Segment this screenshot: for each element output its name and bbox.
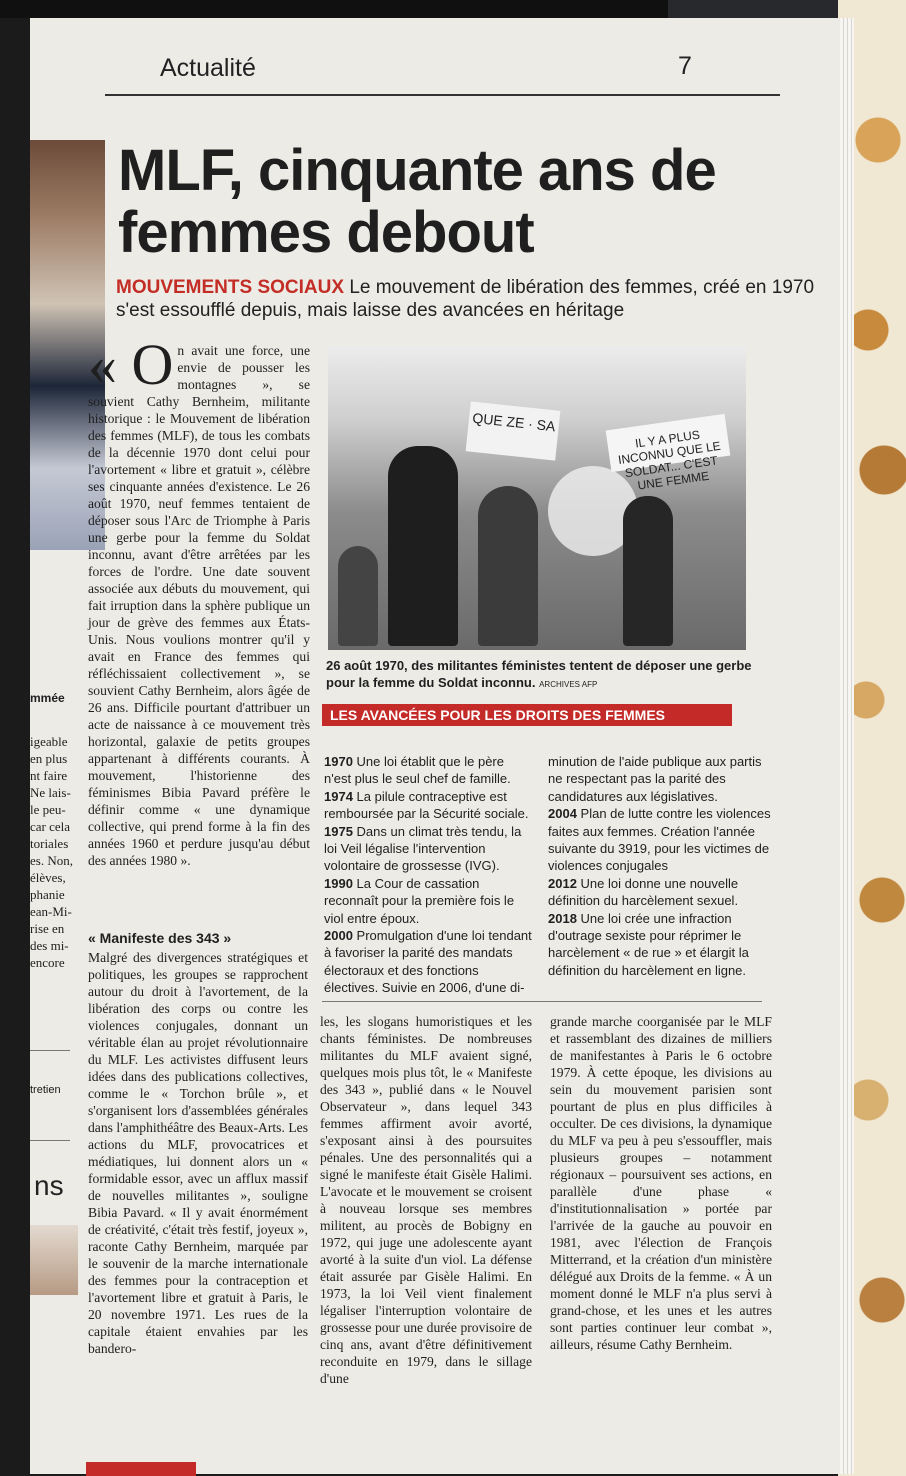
photo-banner-right: IL Y A PLUS INCONNU QUE LE SOLDAT... C'EST UNE FEMME bbox=[606, 414, 731, 472]
article-column-3: les, les slogans humoristiques et les chants féministes. De nombreuses militantes du MLF avaient signé, quelques mois plus tôt, le « Manifeste des 343 », publié dans « le Nouvel Observateur », dans lequel 343 femmes affirment avoir avorté, s'exposant ainsi à des poursuites pénales. Une des personnalités qui a signé le manifeste était Gisèle Halimi. L'avocate et le mouvement se croisent à nouveau lorsque ses membres militent, au procès de Bobigny en 1972, qui juge une adolescente ayant avorté à la suite d'un viol. La défense était assurée par Gisèle Halimi. En 1973, la loi Veil vient finalement légaliser l'interruption volontaire de grossesse pour une durée provisoire de cinq ans, avant d'être définitivement reconduite en 1979, dans le sillage d'une bbox=[320, 1014, 532, 1386]
timeline-year: 2012 bbox=[548, 875, 577, 891]
photo-figure bbox=[388, 446, 458, 646]
article-standfirst bbox=[116, 276, 836, 322]
timeline-entry bbox=[548, 875, 774, 910]
fragment-photo bbox=[30, 1225, 78, 1295]
photo-figure bbox=[478, 486, 538, 646]
timeline-text: Une loi établit que le père n'est plus le seul chef de famille. bbox=[324, 754, 511, 787]
timeline-continuation: minution de l'aide publique aux partis ne respectant pas la parité des candidatures aux législatives. bbox=[548, 754, 762, 804]
adjacent-article-fragment bbox=[30, 690, 80, 971]
photo-figure bbox=[623, 496, 673, 646]
timeline-entry bbox=[324, 753, 532, 788]
fragment-entretien: tretien bbox=[30, 1084, 61, 1096]
article-column-1 bbox=[88, 332, 310, 869]
timeline-text: La Cour de cassation reconnaît pour la première fois le viol entre époux. bbox=[324, 875, 515, 926]
timeline-year: 2004 bbox=[548, 806, 577, 822]
timeline-column-left bbox=[324, 753, 532, 997]
fragment-label: mmée bbox=[30, 691, 65, 705]
photo-credit: ARCHIVES AFP bbox=[539, 680, 598, 689]
paper-edge bbox=[840, 18, 854, 1474]
timeline-text: Promulgation d'une loi tendant à favoriser la parité des mandats électoraux et des fonctions électives. Suivie en 2006, d'une di- bbox=[324, 928, 532, 996]
timeline-text: Une loi donne une nouvelle définition du harcèlement sexuel. bbox=[548, 875, 739, 909]
timeline-year: 1970 bbox=[324, 754, 353, 769]
next-section-tab bbox=[86, 1462, 196, 1476]
dropcap: « O bbox=[88, 332, 174, 397]
timeline-text: Plan de lutte contre les violences faites aux femmes. Création l'année suivante du 3919, pour les victimes de violences conjugales bbox=[548, 806, 771, 874]
photo-figure bbox=[338, 546, 378, 646]
timeline-title: LES AVANCÉES POUR LES DROITS DES FEMMES bbox=[322, 704, 732, 726]
caption-text: 26 août 1970, des militantes féministes tentent de déposer une gerbe pour la femme du Soldat inconnu. bbox=[326, 658, 752, 690]
timeline-text: Dans un climat très tendu, la loi Veil légalise l'intervention volontaire de grossesse (IVG). bbox=[324, 823, 522, 874]
article-column-4: grande marche coorganisée par le MLF et rassemblant des dizaines de milliers de manifestantes à Paris le 6 octobre 1979. À cette époque, les divisions au sein du mouvement parisien sont pourtant de plus en plus difficiles à occulter. De ces divisions, la dynamique du MLF va peu à peu s'essouffler, mais plusieurs groupes – notamment régionaux – poursuivent ses actions, en parallèle d'une phase « d'institutionnalisation » portée par l'arrivée de la gauche au pouvoir en 1981, avec l'élection de François Mitterrand, et la création d'un ministère délégué aux Droits de la femme. « À un moment donné le MLF n'a plus servi à grand-chose, et les unes et les autres sont parties continuer leur combat », ailleurs, résume Cathy Bernheim. bbox=[550, 1014, 772, 1352]
timeline-entry bbox=[548, 910, 774, 980]
timeline-rule bbox=[322, 1001, 762, 1002]
timeline-year: 2000 bbox=[324, 928, 353, 944]
article-headline: MLF, cinquante ans de femmes debout bbox=[118, 138, 716, 265]
article-subtitle: « Manifeste des 343 » bbox=[88, 930, 232, 946]
timeline-entry bbox=[324, 927, 532, 997]
photo-banner-left: QUE ZE · SA bbox=[466, 401, 561, 460]
header-rule bbox=[105, 94, 780, 96]
intro-text: n avait une force, une envie de pousser les montagnes », se souvient Cathy Bernheim, militante historique : le Mouvement de libération des femmes (MLF), de tous les combats de la décennie 1970 dont celui pour l'avortement « libre et gratuit », célèbre ses cinquante années d'existence. Le 26 août 1970, neuf femmes tentaient de déposer sous l'Arc de Triomphe à Paris une gerbe pour la femme du Soldat inconnu, avant d'être arrêtées par les forces de l'ordre. Une date souvent associée aux débuts du mouvement, qui fait irruption dans la sphère publique un jour de grève des femmes aux États-Unis. Nous voulions montrer qu'il y avait en France des femmes qui réfléchissaient collectivement », se souvient Cathy Bernheim, alors âgée de 26 ans. Difficile pourtant d'attribuer un acte de naissance à ce mouvement très horizontal, galaxie de petits groupes appartenant à différents courants. À mouvement, l'historienne des féminismes Bibia Pavard préfère le définir comme « une dynamique collective, qui prend forme à la fin des années 1960 et perdure jusqu'au début des années 1980 ». bbox=[88, 343, 310, 868]
timeline-column-right bbox=[548, 753, 774, 979]
page-number: 7 bbox=[678, 52, 692, 80]
photo-caption bbox=[326, 657, 756, 693]
fragment-heading: ns bbox=[34, 1170, 64, 1201]
timeline-year: 1975 bbox=[324, 823, 353, 839]
timeline-entry bbox=[324, 875, 532, 927]
archive-photo bbox=[328, 346, 746, 650]
fragment-rule bbox=[30, 1140, 70, 1141]
fragment-text: igeable en plus nt faire Ne lais- le peu- car cela toriales es. Non, élèves, phanie ean-Mi- rise en des mi- encore bbox=[30, 734, 73, 970]
column-1b-text: Malgré des divergences stratégiques et politiques, les groupes se rapprochent autour du droit à l'avortement, de la libération des corps ou contre les violences conjugales, donnant un véritable élan au projet révolutionnaire du MLF. Les activistes diffusent leurs idées dans des publications collectives, comme le « Torchon brûle », et s'organisent lors d'assemblées générales dans l'amphithéâtre des Beaux-Arts. Les actions du MLF, provocatrices et médiatiques, lui donnent alors un « formidable essor, avec un afflux massif de nouvelles militantes », souligne Bibia Pavard. « Il y avait énormément de créativité, c'était très festif, joyeux », raconte Cathy Bernheim, marquée par le souvenir de la marche internationale des femmes pour la contraception et l'avortement libre et gratuit à Paris, le 20 novembre 1971. Les rues de la capitale étaient envahies par les bandero- bbox=[88, 950, 308, 1356]
section-label: Actualité bbox=[160, 54, 256, 82]
timeline-text: La pilule contraceptive est remboursée par la Sécurité sociale. bbox=[324, 788, 529, 822]
timeline-entry bbox=[548, 805, 774, 875]
standfirst-text: Le mouvement de libération des femmes, créé en 1970 s'est essoufflé depuis, mais laisse des avancées en héritage bbox=[116, 277, 815, 321]
fragment-rule bbox=[30, 1050, 70, 1051]
timeline-entry bbox=[324, 788, 532, 823]
timeline-entry bbox=[324, 823, 532, 875]
article-kicker: MOUVEMENTS SOCIAUX bbox=[116, 277, 345, 298]
timeline-year: 2018 bbox=[548, 910, 577, 926]
timeline-year: 1974 bbox=[324, 788, 353, 804]
timeline-text: Une loi crée une infraction d'outrage sexiste pour réprimer le harcèlement « de rue » et élargit la définition du harcèlement en ligne. bbox=[548, 910, 749, 978]
timeline-year: 1990 bbox=[324, 875, 353, 891]
article-column-1b bbox=[88, 930, 308, 1357]
